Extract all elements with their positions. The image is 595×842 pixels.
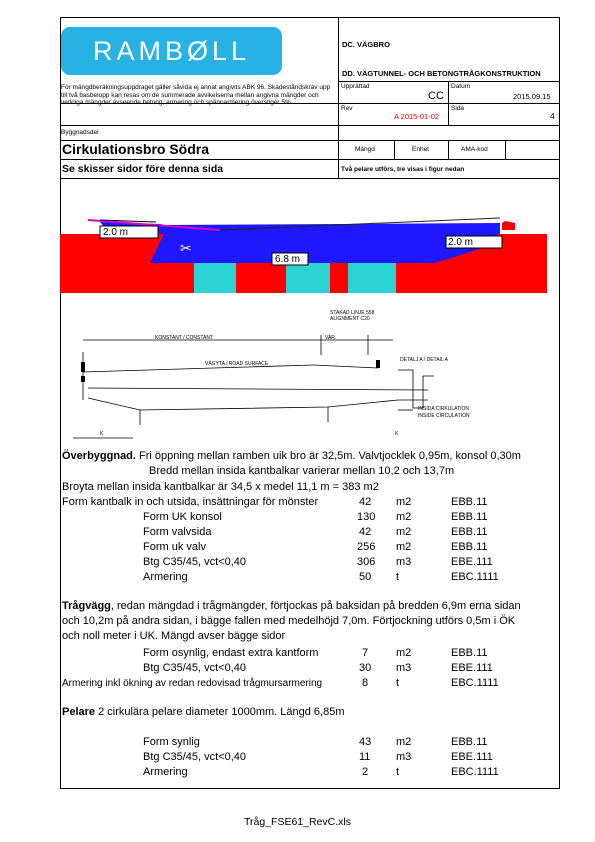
trag-line-1 [62,600,521,613]
pelare-text: 2 cirkulära pelare diameter 1000mm. Längd 6,85m [95,706,345,718]
section-label-right: 2.0 m [448,237,474,248]
grid-line [338,17,339,178]
row-qty: 256 [357,541,376,553]
row-label: Btg C35/45, vct<0,40 [143,556,247,568]
logo-text: RAMBØLL [92,36,251,66]
grid-line [338,81,560,82]
row-code: EBC.1111 [451,571,499,583]
row-code: EBB.11 [451,647,488,659]
grid-line [60,178,560,179]
cross-section-drawing [68,310,498,445]
trag-heading: Trågvägg [62,600,111,612]
row-unit: m3 [396,751,412,763]
drawing-label-line: STAKAD LINJE 558 [330,310,375,316]
bredd-line: Bredd mellan insida kantbalkar varierar mellan 10,2 och 13,7m [149,465,455,477]
row-qty: 130 [357,511,376,523]
ramboll-logo [61,27,282,75]
byggnadsdel-label: Byggnadsdel [61,129,99,136]
row-label: Form synlig [143,736,200,748]
upprattad-label: Upprättad [341,83,370,90]
drawing-label-k-right: K [395,431,399,437]
note-left: Se skisser sidor före denna sida [62,163,224,175]
grid-line [60,159,560,160]
row-unit: m3 [396,662,412,674]
overbyggnad-line [62,450,521,463]
row-code: EBB.11 [451,526,488,538]
row-qty: 2 [362,766,369,778]
marker [81,376,85,382]
row-code: EBC.1111 [451,677,499,689]
trag-line-2: och 10,2m på andra sidan, i bägge fallen med medelhöjd 7,0m. Förtjockning utförs 0,5m i ÖK [62,615,516,627]
row-qty: 8 [362,677,369,689]
row-unit: m3 [396,556,412,568]
grid-line [394,140,395,159]
row-code: EBB.11 [451,511,488,523]
datum-label: Datum [451,83,471,90]
section-view [60,190,547,293]
section-label-center: 6.8 m [275,254,301,265]
row-unit: m2 [396,647,412,659]
section-label-left: 2.0 m [103,227,129,238]
grid-line [448,140,449,159]
upprattad-value: CC [428,90,444,102]
overbyggnad-text: Fri öppning mellan ramben uik bro är 32,5m. Valvtjocklek 0,95m, konsol 0,30m [135,450,521,462]
drawing-label-alignment: ALIGNMENT C20 [330,316,370,322]
drawing-label-konstant: KONSTANT / CONSTANT [155,335,214,341]
row-unit: m2 [396,541,412,553]
row-unit: t [396,677,400,689]
row-qty: 30 [359,662,372,674]
grid-line [448,81,449,125]
row-label: Armering inkl ökning av redan redovisad trågmursarmering [62,678,323,689]
org-line-2: DD. VÄGTUNNEL- OCH BETONGTRÅGKONSTRUKTION [342,69,541,78]
pelare-line [62,706,345,719]
row-label: Btg C35/45, vct<0,40 [143,751,247,763]
grid-line [60,125,560,126]
row-label: Form osynlig, endast extra kantform [143,647,319,659]
pelare-heading: Pelare [62,706,96,718]
row-label: Form kantbalk in och utsida, insättningar för mönster [62,496,319,508]
datum-value: 2015.09.15 [513,92,551,101]
row-code: EBE.111 [451,662,493,674]
marker [376,360,380,368]
row-label: Btg C35/45, vct<0,40 [143,662,247,674]
org-line-1: DC. VÄGBRO [342,40,390,49]
row-unit: t [396,766,400,778]
trag-text-1: , redan mängdad i trågmängder, förtjockas på baksidan på bredden 6,9m erna sidan [110,600,521,612]
col-enhet: Enhet [412,146,429,153]
drawing-label-var: VAR. [325,335,337,341]
row-code: EBE.111 [451,556,493,568]
drawing-label-k-left: K [100,431,104,437]
row-label: Armering [143,766,188,778]
row-qty: 50 [359,571,372,583]
drawing-label-inside: INSIDE CIRCULATION [418,413,470,419]
row-code: EBB.11 [451,496,488,508]
drawing-label-detalj: DETALJ A / DETAIL A [400,357,448,363]
sida-value: 4 [550,111,555,121]
row-unit: t [396,571,400,583]
marker [81,362,85,372]
overbyggnad-heading: Överbyggnad. [62,450,136,462]
row-qty: 306 [357,556,376,568]
row-code: EBB.11 [451,541,488,553]
row-qty: 42 [359,496,372,508]
row-qty: 43 [359,736,372,748]
row-qty: 42 [359,526,372,538]
scissors-icon: ✂ [180,241,192,257]
row-unit: m2 [396,511,412,523]
row-code: EBE.111 [451,751,493,763]
row-label: Form uk valv [143,541,206,553]
bridge-deck [100,222,500,234]
row-qty: 11 [359,751,371,763]
drawing-label-insida: INSIDA CIRKULATION [418,406,470,412]
footer-filename: Tråg_FSE61_RevC.xls [244,816,351,828]
row-unit: m2 [396,736,412,748]
note-right: Två pelare utförs, tre visas i figur nedan [341,166,465,173]
pillar [194,263,236,293]
row-label: Armering [143,571,188,583]
row-label: Form UK konsol [143,511,222,523]
disclaimer-text: För mängdberäkningsuppdraget gäller såvida ej annat angivits ABK 96. Skadeståndskrav upp till två basbelopp kan resas om de summerade avvikelserna mellan angivna mängder och verkliga mängder avseende betong, armering och spännarmering överstiger 5% [61,84,331,106]
row-qty: 7 [362,647,369,659]
row-unit: m2 [396,496,412,508]
trag-line-3: och noll meter i UK. Mängd avser bägge sidor [62,630,286,642]
row-label: Form valvsida [143,526,212,538]
sida-label: Sida [451,105,465,112]
row-code: EBC.1111 [451,766,499,778]
row-unit: m2 [396,526,412,538]
pillar [348,263,396,293]
pillar [286,263,330,293]
drawing-label-vagytia: VÄGYTA / ROAD SURFACE [205,361,269,367]
row-code: EBB.11 [451,736,488,748]
rev-value: A 2015-01-02 [394,112,440,121]
grid-line [505,140,506,159]
col-ama: AMA-kod [461,146,488,153]
rev-label: Rev [341,105,353,112]
end-block [502,221,515,230]
broyta-line: Broyta mellan insida kantbalkar är 34,5 x medel 11,1 m = 383 m2 [62,481,379,493]
page-title: Cirkulationsbro Södra [62,141,210,157]
col-mangd: Mängd [355,146,375,153]
